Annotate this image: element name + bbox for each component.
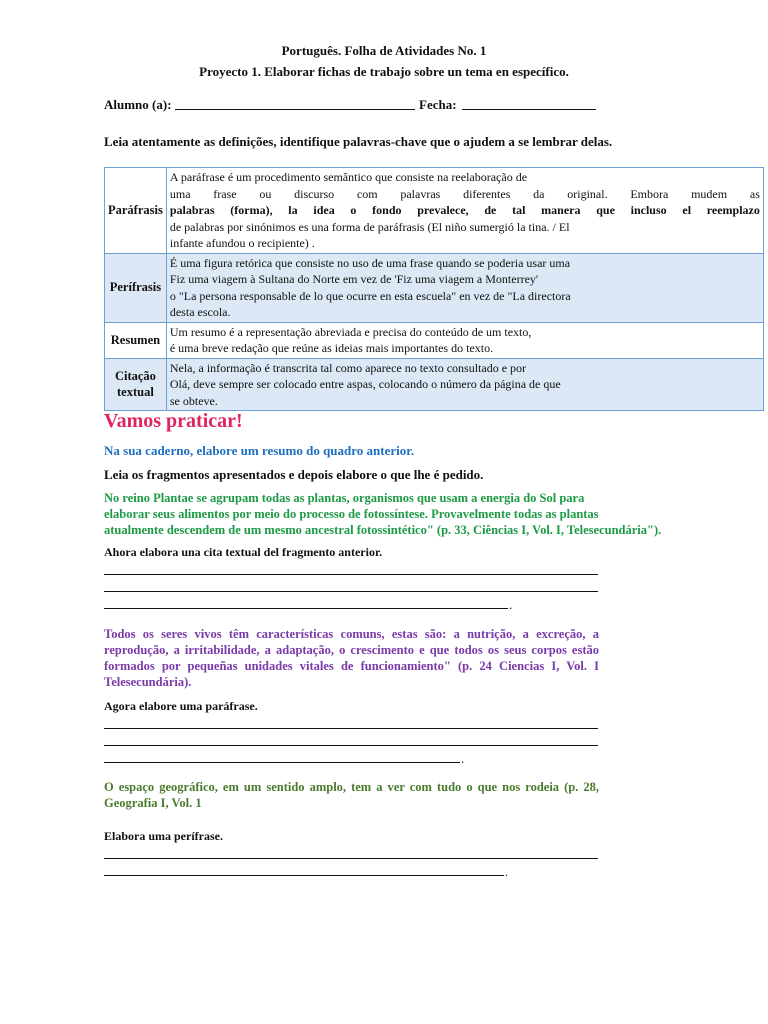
- term-cell: [105, 322, 167, 358]
- definition-line: de palabras por sinónimos es una forma de paráfrasis (El niño sumergió la tina. / El: [169, 219, 570, 234]
- definition-line: infante afundou o recipiente) .: [169, 236, 315, 250]
- fragment-line: atualmente descendem de um mesmo ancestral fotossintético" (p. 33, Ciências I, Vol. I, Telesecundária").: [104, 523, 662, 537]
- definition-line: uma frase ou discurso com palavras diferentes da original. Embora mudem as: [169, 186, 760, 201]
- period-mark: .: [509, 597, 513, 612]
- definition-line: Olá, deve sempre ser colocado entre aspas, colocando o número da página de que: [169, 377, 561, 391]
- answer-line[interactable]: [104, 762, 460, 763]
- term-label: Paráfrasis: [108, 203, 163, 217]
- definition-cell: [166, 358, 763, 411]
- fragment-line: No reino Plantae se agrupam todas as plantas, organismos que usam a energia do Sol para: [104, 491, 585, 505]
- fragment-seres-vivos: Todos os seres vivos têm características comuns, estas são: a nutrição, a excreção, a reprodução, a irritabilidade, a adaptação, o crescimento e que todos os seus corpos estão formados por pequeñas unidades vitales de funcionamiento" (p. 24 Ciencias I, Vol. I Telesecundária).: [104, 627, 599, 689]
- definition-line: Fiz uma viagem à Sultana do Norte em vez de 'Fiz uma viagem a Monterrey': [169, 272, 539, 286]
- answer-line[interactable]: [104, 728, 598, 729]
- date-label: Fecha:: [419, 97, 457, 112]
- period-mark: .: [461, 751, 465, 766]
- practice-heading: Vamos praticar!: [104, 410, 243, 432]
- definition-row-parafrasis: [105, 168, 764, 254]
- definition-line: é uma breve redação que reúne as ideias mais importantes do texto.: [169, 341, 494, 355]
- answer-line[interactable]: [104, 608, 508, 609]
- term-label: Citação textual: [114, 368, 156, 400]
- definition-line: se obteve.: [169, 393, 218, 408]
- answer-line[interactable]: [104, 574, 598, 575]
- period-mark: .: [505, 865, 508, 879]
- student-name-blank[interactable]: [175, 109, 415, 110]
- term-cell: [105, 253, 167, 322]
- document-title: Português. Folha de Atividades No. 1: [281, 43, 487, 58]
- prompt-parafrase: Agora elabore uma paráfrase.: [104, 699, 258, 713]
- document-subtitle: Proyecto 1. Elaborar fichas de trabajo sobre un tema en específico.: [199, 64, 569, 79]
- fragment-plantae: [104, 490, 664, 538]
- term-label: Perífrasis: [109, 280, 162, 295]
- definition-line: o "La persona responsable de lo que ocurre en esta escuela" en vez de "La directora: [169, 288, 571, 303]
- definitions-table: [104, 167, 764, 411]
- answer-line[interactable]: [104, 591, 598, 592]
- definition-cell: [166, 322, 763, 358]
- task-instruction: Leia os fragmentos apresentados e depois elabore o que lhe é pedido.: [104, 467, 484, 482]
- definition-line: A paráfrase é um procedimento semântico que consiste na reelaboração de: [169, 170, 528, 184]
- fragment-line: elaborar seus alimentos por meio do processo de fotossíntese. Provavelmente todas as plantas: [104, 507, 599, 521]
- answer-line[interactable]: [104, 875, 504, 876]
- definition-line: palabras (forma), la idea o fondo prevalece, de tal manera que incluso el reemplazo: [169, 203, 760, 217]
- definition-row-resumen: [105, 322, 764, 358]
- student-label: Alumno (a):: [104, 97, 172, 112]
- term-cell: [105, 358, 167, 411]
- definition-line: Nela, a informação é transcrita tal como aparece no texto consultado e por: [169, 360, 527, 375]
- prompt-perifrase: Elabora uma perífrase.: [104, 829, 223, 843]
- definition-line: desta escola.: [169, 305, 231, 319]
- definition-cell: [166, 168, 763, 254]
- fragment-espaco-geografico: O espaço geográfico, em um sentido amplo, tem a ver com tudo o que nos rodeia (p. 28, Geografia I, Vol. 1: [104, 780, 599, 810]
- definition-row-citacao: [105, 358, 764, 411]
- term-label: Resumen: [110, 332, 161, 347]
- definition-row-perifrasis: [105, 253, 764, 322]
- answer-line[interactable]: [104, 858, 598, 859]
- definition-cell: [166, 253, 763, 322]
- instruction-text: Leia atentamente as definições, identifique palavras-chave que o ajudem a se lembrar delas.: [104, 134, 613, 149]
- term-cell: [105, 168, 167, 254]
- definition-line: Um resumo é a representação abreviada e precisa do conteúdo de um texto,: [169, 324, 532, 339]
- student-field-row: [104, 97, 172, 113]
- definition-line: É uma figura retórica que consiste no uso de uma frase quando se poderia usar uma: [169, 255, 571, 270]
- prompt-cita-textual: Ahora elabora una cita textual del fragmento anterior.: [104, 545, 383, 559]
- task-summary: Na sua caderno, elabore um resumo do quadro anterior.: [104, 443, 415, 458]
- answer-line[interactable]: [104, 745, 598, 746]
- date-blank[interactable]: [462, 109, 596, 110]
